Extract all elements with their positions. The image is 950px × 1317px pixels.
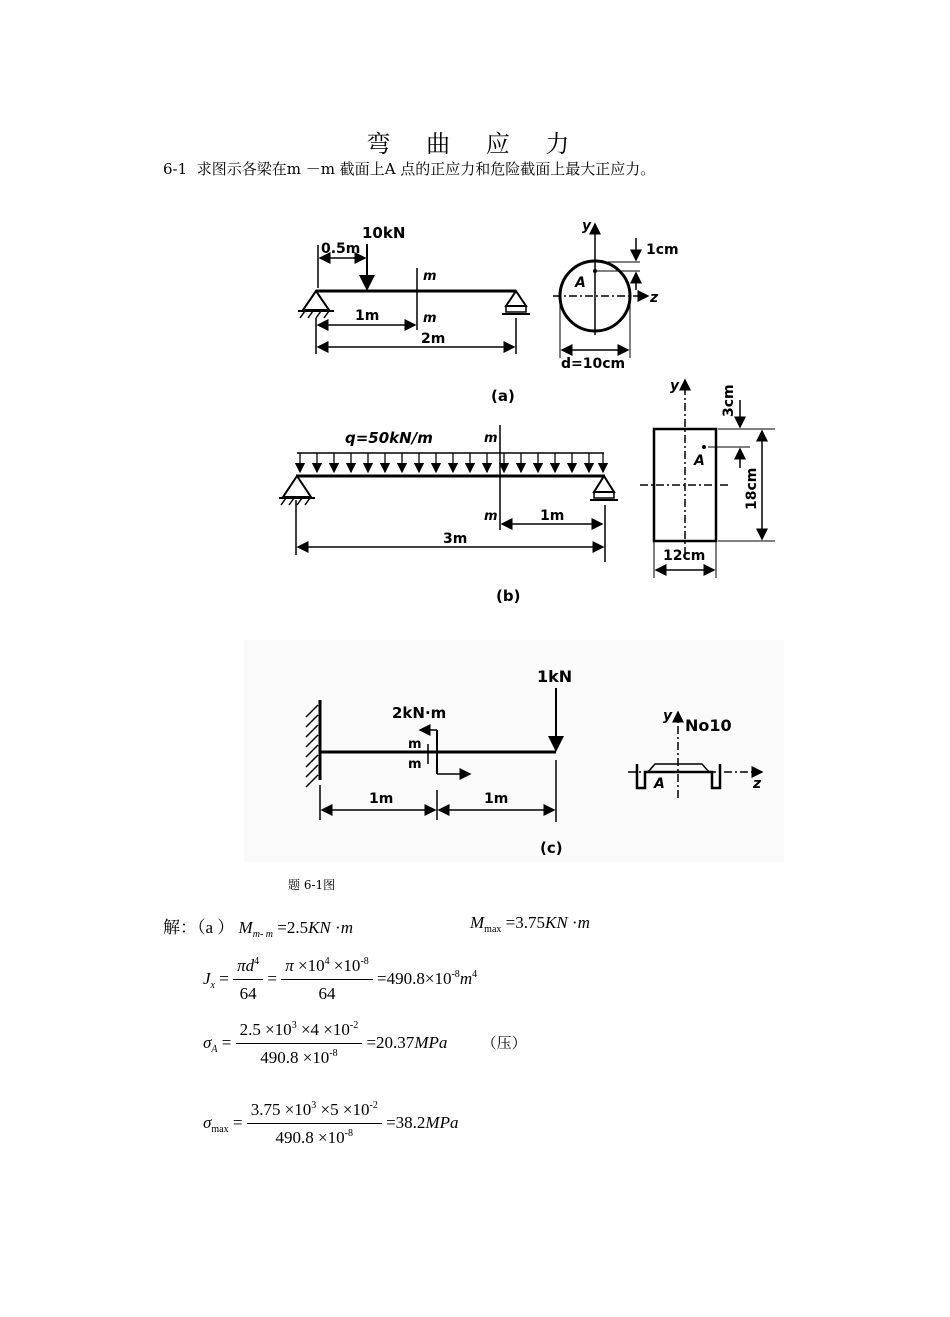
solution-prefix: 解：（a ） xyxy=(163,918,235,937)
dim-2-label: 1m xyxy=(484,791,509,807)
dim-section-label: 1m xyxy=(355,308,380,324)
figure-a xyxy=(298,218,679,405)
section-top-label: m xyxy=(423,269,437,284)
dim-1-label: 1m xyxy=(369,791,394,807)
stress-max-eq: $\sigma_{max}$ = $\frac{3.75 \times 10^3 \times 5 \times 10^{-2}}{490.8 \times 10^{-8}}$ =38.2MPa xyxy=(203,1100,459,1147)
compression-note: （压） xyxy=(481,1035,527,1052)
cs-z-label: z xyxy=(650,290,659,306)
roller-support-icon xyxy=(506,291,526,306)
cs-offset-label: 3cm xyxy=(721,384,737,417)
figure-c-label: (c) xyxy=(540,839,563,857)
moment-section-eq: $M_{m- m} =2.5KN \cdot m$ xyxy=(238,918,353,940)
page-title: 弯 曲 应 力 xyxy=(366,130,584,158)
cs-point-label: A xyxy=(694,453,705,469)
cs-z-label: z xyxy=(753,776,762,792)
problem-number: 6-1 xyxy=(163,160,188,178)
cs-point-label: A xyxy=(654,776,665,792)
pin-support-icon xyxy=(283,476,311,497)
cs-offset-label: 1cm xyxy=(646,242,679,258)
problem-text: 求图示各梁在m －m 截面上A 点的正应力和危险截面上最大正应力。 xyxy=(196,160,656,178)
load-label: 1kN xyxy=(537,667,573,686)
section-bottom-label: m xyxy=(484,509,498,524)
dim-load-label: 0.5m xyxy=(321,241,361,257)
cs-name-label: No10 xyxy=(685,716,732,735)
figure-a-label: (a) xyxy=(491,387,515,405)
section-bottom-label: m xyxy=(423,311,437,326)
solution-line-1 xyxy=(163,913,353,940)
stress-a-eq: $\sigma_A$ = $\frac{2.5 \times 10^3 \times 4 \times 10^{-2}}{490.8 \times 10^{-8}}$ =20.37MPa （压） xyxy=(203,1020,527,1067)
figure-caption: 题 6-1图 xyxy=(288,878,336,892)
point-a-marker xyxy=(702,445,706,449)
dim-section-label: 1m xyxy=(540,508,565,524)
section-bottom-label: m xyxy=(408,757,422,772)
cs-height-label: 18cm xyxy=(744,467,760,510)
inertia-eq: $J_x$ = $\frac{\pi d^4}{64}$ = $\frac{\pi \times 10^4 \times 10^{-8}}{64}$ $=490.8\times 10^{-8}m^4$ xyxy=(203,956,478,1003)
point-a-marker xyxy=(593,269,597,273)
load-label: q=50kN/m xyxy=(345,429,433,447)
figure-b xyxy=(279,378,775,605)
dim-span-label: 3m xyxy=(443,531,468,547)
moment-label: 2kN·m xyxy=(392,704,447,722)
cs-width-label: 12cm xyxy=(663,548,706,564)
section-top-label: m xyxy=(408,737,422,752)
roller-support-icon xyxy=(594,476,614,492)
load-label: 10kN xyxy=(362,224,406,242)
cs-diameter-label: d=10cm xyxy=(561,356,626,372)
section-top-label: m xyxy=(484,431,498,446)
distributed-load-arrows xyxy=(300,453,603,472)
cs-point-label: A xyxy=(575,275,586,291)
dim-span-label: 2m xyxy=(421,331,446,347)
figure-b-label: (b) xyxy=(496,587,521,605)
cs-y-label: y xyxy=(582,218,592,234)
moment-max-eq: $M_{max} =3.75KN \cdot m$ xyxy=(470,913,590,935)
cs-y-label: y xyxy=(670,378,680,394)
figure-c xyxy=(244,640,784,862)
cs-y-label: y xyxy=(663,708,673,724)
pin-support-icon xyxy=(303,291,329,310)
